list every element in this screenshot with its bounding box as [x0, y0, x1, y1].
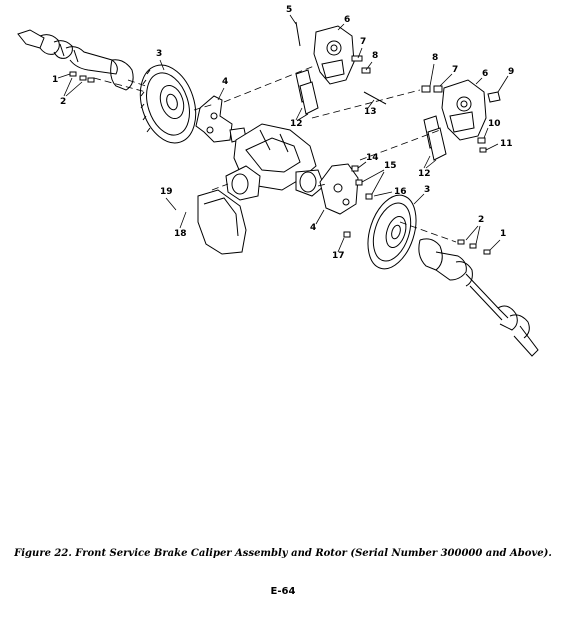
callout-label: 18 — [174, 229, 187, 239]
callout-label: 1 — [500, 229, 507, 239]
upper-brake-pad-2 — [300, 82, 318, 114]
callout-label: 4 — [222, 77, 229, 87]
callout-label: 7 — [360, 37, 367, 47]
callout-label: 4 — [310, 223, 317, 233]
right-brake-rotor — [359, 189, 424, 275]
callout-label: 7 — [452, 65, 459, 75]
left-bolts — [70, 72, 94, 82]
callout-label: 12 — [290, 119, 303, 129]
right-bolts — [458, 240, 490, 254]
callout-label: 2 — [60, 97, 67, 107]
callout-label: 12 — [418, 169, 431, 179]
callout-label: 6 — [344, 15, 351, 25]
callout-label: 9 — [508, 67, 515, 77]
callout-label: 3 — [156, 49, 163, 59]
callout-label: 17 — [332, 251, 345, 261]
guide-pin — [364, 92, 386, 104]
right-caliper-adapter — [320, 164, 372, 237]
callout-label: 14 — [366, 153, 379, 163]
callout-label: 13 — [364, 107, 377, 117]
callout-label: 3 — [424, 185, 431, 195]
callout-label: 15 — [384, 161, 397, 171]
callout-label: 5 — [286, 5, 293, 15]
callout-label: 8 — [372, 51, 379, 61]
callout-label: 6 — [482, 69, 489, 79]
page-number: E-64 — [270, 586, 296, 597]
right-brake-pad-2 — [428, 128, 446, 160]
callout-label: 10 — [488, 119, 501, 129]
callout-label: 11 — [500, 139, 513, 149]
callout-label: 1 — [52, 75, 59, 85]
callout-label: 8 — [432, 53, 439, 63]
callout-label: 2 — [478, 215, 485, 225]
callout-label: 19 — [160, 187, 173, 197]
upper-caliper — [296, 22, 370, 114]
left-caliper-adapter — [196, 96, 246, 142]
figure-caption: Figure 22. Front Service Brake Caliper Assembly and Rotor (Serial Number 300000 and Above). — [14, 548, 552, 559]
left-axle-shaft — [18, 30, 133, 90]
left-brake-rotor — [131, 58, 205, 150]
callout-label: 16 — [394, 187, 407, 197]
right-axle-shaft — [419, 239, 538, 356]
